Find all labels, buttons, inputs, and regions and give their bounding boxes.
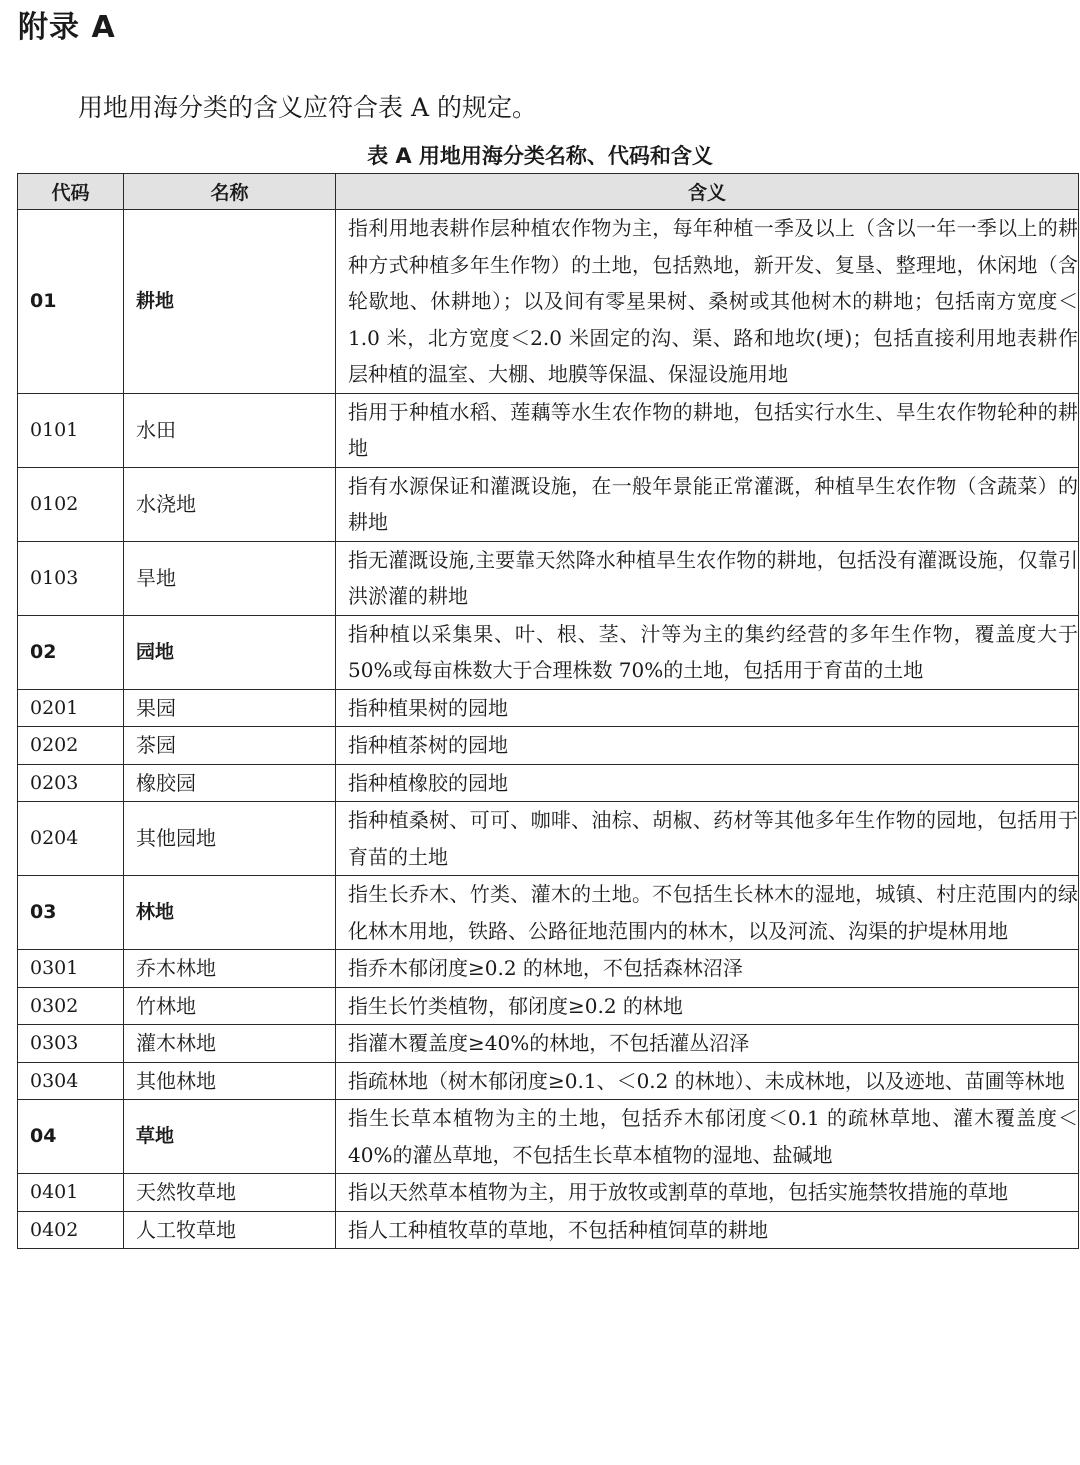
table-row (18, 1211, 1079, 1249)
row-name: 林地 (124, 876, 336, 950)
row-name: 园地 (124, 615, 336, 689)
row-meaning: 指利用地表耕作层种植农作物为主，每年种植一季及以上（含以一年一季以上的耕种方式种植多年生作物）的土地，包括熟地，新开发、复垦、整理地，休闲地（含轮歇地、休耕地）；以及间有零星果树、桑树或其他树木的耕地；包括南方宽度＜1.0 米，北方宽度＜2.0 米固定的沟、渠、路和地坎(埂)；包括直接利用地表耕作层种植的温室、大棚、地膜等保温、保湿设施用地 (336, 210, 1079, 394)
row-meaning: 指乔木郁闭度≥0.2 的林地，不包括森林沼泽 (336, 950, 1079, 988)
table-row (18, 1174, 1079, 1212)
row-code: 0302 (18, 987, 124, 1025)
row-name: 其他园地 (124, 802, 336, 876)
row-meaning: 指生长竹类植物，郁闭度≥0.2 的林地 (336, 987, 1079, 1025)
appendix-title: 附录 A (18, 10, 116, 45)
row-name: 茶园 (124, 727, 336, 765)
row-meaning: 指无灌溉设施,主要靠天然降水种植旱生农作物的耕地，包括没有灌溉设施，仅靠引洪淤灌的耕地 (336, 541, 1079, 615)
row-name: 耕地 (124, 210, 336, 394)
row-code: 03 (18, 876, 124, 950)
row-meaning: 指生长草本植物为主的土地，包括乔木郁闭度＜0.1 的疏林草地、灌木覆盖度＜40%的灌丛草地，不包括生长草本植物的湿地、盐碱地 (336, 1100, 1079, 1174)
row-meaning: 指种植橡胶的园地 (336, 764, 1079, 802)
table-row (18, 210, 1079, 394)
row-name: 其他林地 (124, 1062, 336, 1100)
row-code: 01 (18, 210, 124, 394)
row-name: 竹林地 (124, 987, 336, 1025)
row-meaning: 指种植桑树、可可、咖啡、油棕、胡椒、药材等其他多年生作物的园地，包括用于育苗的土地 (336, 802, 1079, 876)
row-name: 果园 (124, 689, 336, 727)
row-name: 人工牧草地 (124, 1211, 336, 1249)
row-name: 灌木林地 (124, 1025, 336, 1063)
table-row (18, 876, 1079, 950)
row-code: 0304 (18, 1062, 124, 1100)
row-meaning: 指灌木覆盖度≥40%的林地，不包括灌丛沼泽 (336, 1025, 1079, 1063)
header-name: 名称 (124, 174, 336, 210)
table-row (18, 1100, 1079, 1174)
table-row (18, 467, 1079, 541)
table-row (18, 987, 1079, 1025)
row-code: 0102 (18, 467, 124, 541)
table-row (18, 802, 1079, 876)
table-row (18, 615, 1079, 689)
row-code: 02 (18, 615, 124, 689)
row-name: 旱地 (124, 541, 336, 615)
row-name: 乔木林地 (124, 950, 336, 988)
row-code: 0301 (18, 950, 124, 988)
row-code: 0401 (18, 1174, 124, 1212)
row-meaning: 指疏林地（树木郁闭度≥0.1、＜0.2 的林地）、未成林地，以及迹地、苗圃等林地 (336, 1062, 1079, 1100)
table-header-row (18, 174, 1079, 210)
row-name: 草地 (124, 1100, 336, 1174)
row-name: 天然牧草地 (124, 1174, 336, 1212)
table-row (18, 1062, 1079, 1100)
table-body (18, 210, 1079, 1249)
table-row (18, 393, 1079, 467)
row-code: 0201 (18, 689, 124, 727)
intro-text: 用地用海分类的含义应符合表 A 的规定。 (78, 93, 537, 122)
table-row (18, 541, 1079, 615)
row-meaning: 指用于种植水稻、莲藕等水生农作物的耕地，包括实行水生、旱生农作物轮种的耕地 (336, 393, 1079, 467)
row-name: 橡胶园 (124, 764, 336, 802)
row-meaning: 指种植以采集果、叶、根、茎、汁等为主的集约经营的多年生作物，覆盖度大于 50%或每亩株数大于合理株数 70%的土地，包括用于育苗的土地 (336, 615, 1079, 689)
table-row (18, 727, 1079, 765)
row-code: 04 (18, 1100, 124, 1174)
row-meaning: 指种植果树的园地 (336, 689, 1079, 727)
table-row (18, 764, 1079, 802)
table-caption: 表 A 用地用海分类名称、代码和含义 (367, 144, 713, 168)
row-code: 0103 (18, 541, 124, 615)
row-name: 水田 (124, 393, 336, 467)
classification-table (17, 173, 1079, 1249)
header-meaning: 含义 (336, 174, 1079, 210)
header-code: 代码 (18, 174, 124, 210)
row-code: 0204 (18, 802, 124, 876)
row-meaning: 指种植茶树的园地 (336, 727, 1079, 765)
table-row (18, 1025, 1079, 1063)
table-row (18, 689, 1079, 727)
row-code: 0101 (18, 393, 124, 467)
row-code: 0402 (18, 1211, 124, 1249)
row-meaning: 指生长乔木、竹类、灌木的土地。不包括生长林木的湿地，城镇、村庄范围内的绿化林木用地，铁路、公路征地范围内的林木，以及河流、沟渠的护堤林用地 (336, 876, 1079, 950)
row-name: 水浇地 (124, 467, 336, 541)
row-code: 0303 (18, 1025, 124, 1063)
row-code: 0202 (18, 727, 124, 765)
row-meaning: 指人工种植牧草的草地，不包括种植饲草的耕地 (336, 1211, 1079, 1249)
row-code: 0203 (18, 764, 124, 802)
row-meaning: 指有水源保证和灌溉设施，在一般年景能正常灌溉，种植旱生农作物（含蔬菜）的耕地 (336, 467, 1079, 541)
row-meaning: 指以天然草本植物为主，用于放牧或割草的草地，包括实施禁牧措施的草地 (336, 1174, 1079, 1212)
table-row (18, 950, 1079, 988)
